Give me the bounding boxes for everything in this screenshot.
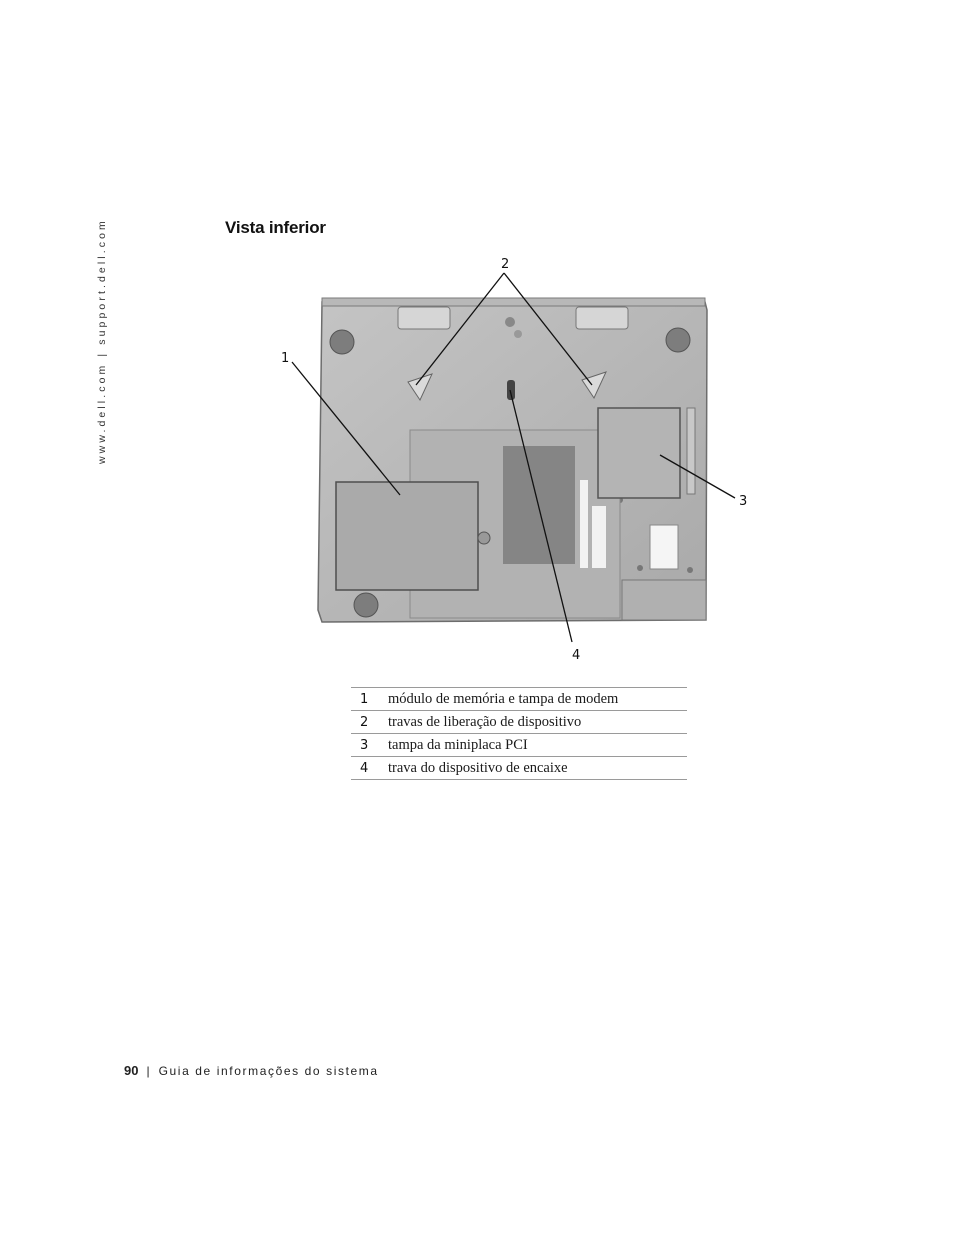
legend-row: [351, 734, 687, 757]
callout-1: 1: [281, 351, 290, 366]
legend-row: [351, 688, 687, 711]
legend-text: módulo de memória e tampa de modem: [388, 688, 687, 711]
legend-num: 2: [351, 711, 388, 734]
legend-num: 1: [351, 688, 388, 711]
page-number: 90: [124, 1063, 139, 1078]
guide-title: Guia de informações do sistema: [158, 1064, 379, 1078]
laptop-base: [318, 298, 707, 622]
legend-text: tampa da miniplaca PCI: [388, 734, 687, 757]
legend-table: [351, 687, 687, 780]
legend-row: [351, 711, 687, 734]
laptop-bottom-view-figure: [270, 250, 770, 670]
laptop-bottom-illustration: [270, 250, 770, 670]
legend-num: 4: [351, 757, 388, 780]
callout-3: 3: [739, 494, 748, 509]
legend-text: travas de liberação de dispositivo: [388, 711, 687, 734]
side-url-text: www.dell.com | support.dell.com: [96, 218, 108, 464]
callout-4: 4: [572, 648, 581, 663]
legend-row: [351, 757, 687, 780]
legend-text: trava do dispositivo de encaixe: [388, 757, 687, 780]
legend-num: 3: [351, 734, 388, 757]
section-title: Vista inferior: [225, 218, 326, 237]
footer-separator: |: [146, 1064, 150, 1078]
callout-2: 2: [501, 257, 510, 272]
page-footer: [124, 1063, 379, 1078]
